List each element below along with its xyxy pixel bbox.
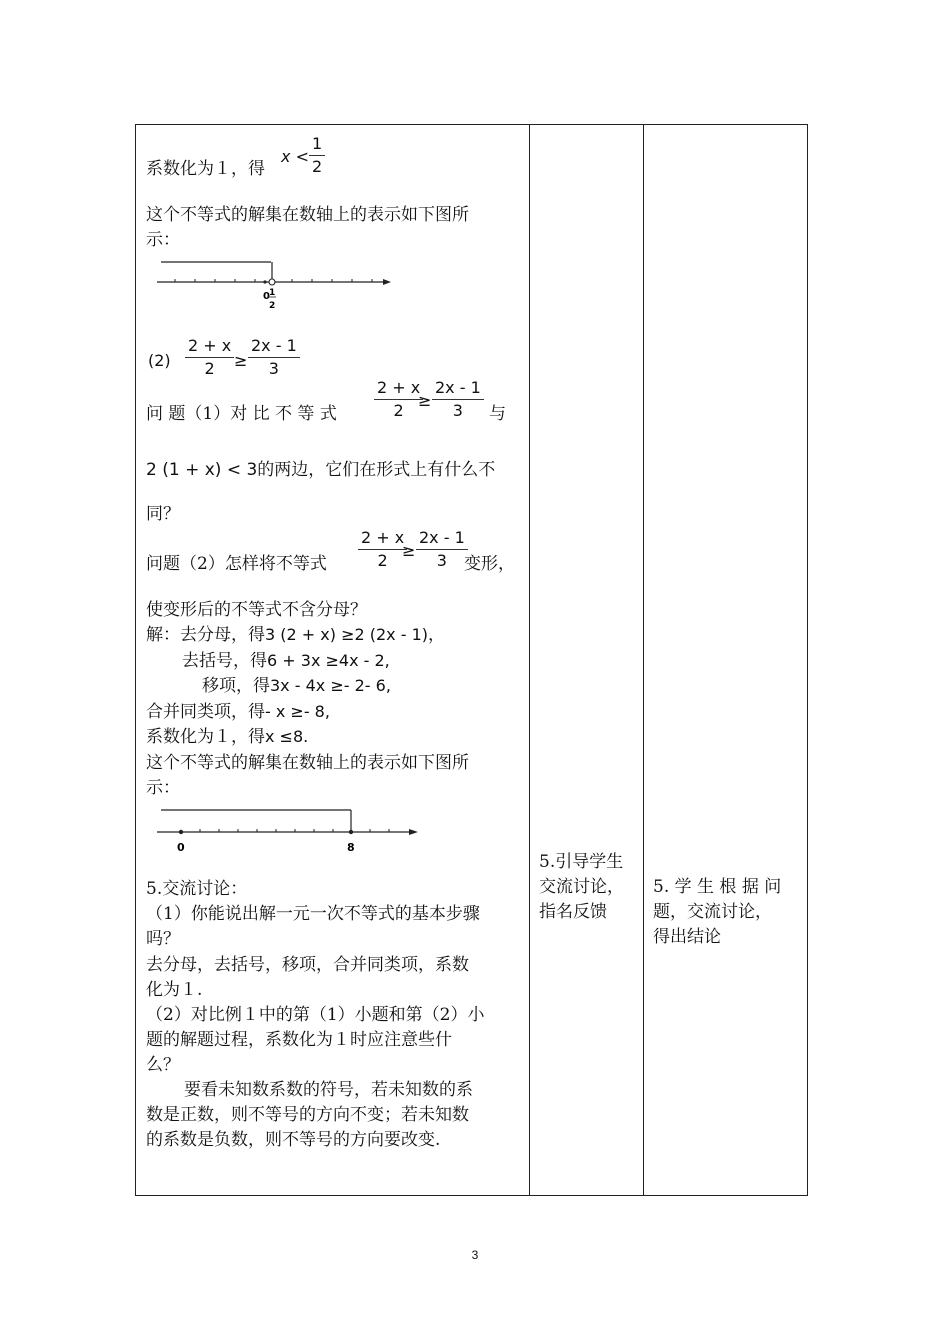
number-line-2 (151, 803, 421, 855)
expression: 2 (1 + x) < 3 (146, 460, 258, 480)
text: 合并同类项，得 (146, 702, 265, 722)
step-3 (202, 674, 391, 698)
expression: 6 + 3x ≥4x - 2, (267, 651, 390, 670)
op: ≥ (418, 391, 432, 410)
step-2 (182, 649, 390, 673)
text: 移项，得 (202, 676, 270, 696)
zero-point (263, 280, 266, 283)
text-line: 数是正数，则不等号的方向不变；若未知数 (146, 1105, 469, 1125)
denominator: 3 (436, 551, 447, 570)
label-zero: 0 (177, 841, 185, 854)
numerator: 2x - 1 (248, 335, 300, 358)
column-divider-2 (643, 125, 644, 1195)
text-line: 要看未知数系数的符号，若未知数的系 (184, 1080, 473, 1100)
text-line: 题的解题过程，系数化为１时应注意些什 (146, 1030, 452, 1050)
teaching-content-cell (146, 125, 526, 1195)
fraction (416, 527, 468, 572)
text: 与 (489, 404, 506, 424)
label-eight: 8 (347, 841, 355, 854)
text: 系数化为１，得 (146, 159, 265, 179)
op: ≥ (234, 351, 248, 370)
fraction (248, 335, 300, 380)
text-line: 化为１. (146, 980, 203, 1000)
label-zero: 0 (263, 291, 270, 302)
label-half-num: 1 (269, 288, 276, 298)
denominator: 2 (312, 157, 323, 176)
zero-point (179, 830, 183, 834)
text-line: 交流讨论， (539, 877, 624, 897)
text: 解：去分母，得 (146, 625, 265, 645)
expression: - x ≥- 8, (265, 702, 330, 721)
text-line: 指名反馈 (539, 902, 607, 922)
numerator: 2x - 1 (432, 377, 484, 400)
fraction (358, 527, 407, 572)
step-1 (146, 623, 445, 647)
problem-label: (2) (148, 351, 171, 370)
text-line: （1）你能说出解一元一次不等式的基本步骤 (146, 904, 480, 924)
page-number: 3 (471, 1248, 479, 1262)
expression: x ≤8. (265, 727, 309, 746)
denominator: 2 (204, 359, 215, 378)
text-line: 使变形后的不等式不含分母？ (146, 600, 367, 620)
op: < (295, 147, 309, 166)
text-line: 同？ (146, 504, 180, 524)
text-line: 5.引导学生 (539, 852, 624, 872)
text: 的两边，它们在形式上有什么不 (257, 460, 496, 480)
text-line: 示： (146, 230, 180, 250)
step-5 (146, 725, 308, 749)
fraction (432, 377, 484, 422)
numerator: 2 + x (185, 335, 234, 358)
question-1-line-2 (146, 458, 495, 482)
arrow-head (409, 829, 418, 835)
text-line: 么？ (146, 1055, 180, 1075)
discussion-heading: 5.交流讨论： (146, 879, 248, 899)
expression: 3x - 4x ≥- 2- 6, (270, 676, 391, 695)
expression: 3 (2 + x) ≥2 (2x - 1) (265, 625, 428, 644)
numerator: 1 (309, 133, 325, 156)
math-inline (281, 145, 309, 169)
arrow-head (383, 279, 391, 285)
text-line: 示： (146, 778, 180, 798)
text: 问题（2）怎样将不等式 (146, 554, 327, 574)
teacher-activity-cell (539, 850, 639, 925)
fraction (374, 377, 423, 422)
numerator: 2 + x (374, 377, 423, 400)
text: 去括号，得 (182, 651, 267, 671)
fraction (185, 335, 234, 380)
text-line: 5. 学 生 根 据 问 (653, 877, 782, 897)
question-2-line (146, 527, 526, 577)
var: x (281, 147, 291, 166)
step-4 (146, 700, 330, 724)
number-line-1 (151, 255, 391, 317)
text-line: 去分母，去括号，移项，合并同类项，系数 (146, 955, 469, 975)
text-line: 这个不等式的解集在数轴上的表示如下图所 (146, 753, 469, 773)
text-line: 这个不等式的解集在数轴上的表示如下图所 (146, 205, 469, 225)
denominator: 2 (377, 551, 388, 570)
denominator: 3 (268, 359, 279, 378)
student-activity-cell (653, 875, 803, 950)
fraction (309, 133, 325, 178)
text: 系数化为１，得 (146, 727, 265, 747)
denominator: 2 (393, 401, 404, 420)
text-line: （2）对比例１中的第（1）小题和第（2）小 (146, 1005, 485, 1025)
denominator: 3 (452, 401, 463, 420)
numerator: 2 + x (358, 527, 407, 550)
op: ≥ (402, 541, 416, 560)
text: 变形， (464, 554, 515, 574)
open-circle (269, 279, 275, 285)
text: 问 题（1）对 比 不 等 式 (146, 404, 337, 424)
eight-point (349, 830, 353, 834)
column-divider-1 (529, 125, 530, 1195)
question-1-line (146, 377, 526, 427)
numerator: 2x - 1 (416, 527, 468, 550)
text-line: 题，交流讨论， (653, 902, 772, 922)
text-line: 的系数是负数，则不等号的方向要改变. (146, 1130, 441, 1150)
text: ， (428, 625, 445, 645)
text-line: 吗？ (146, 929, 180, 949)
text-line: 得出结论 (653, 927, 721, 947)
lesson-table (135, 124, 808, 1196)
label-half-den: 2 (269, 301, 276, 311)
